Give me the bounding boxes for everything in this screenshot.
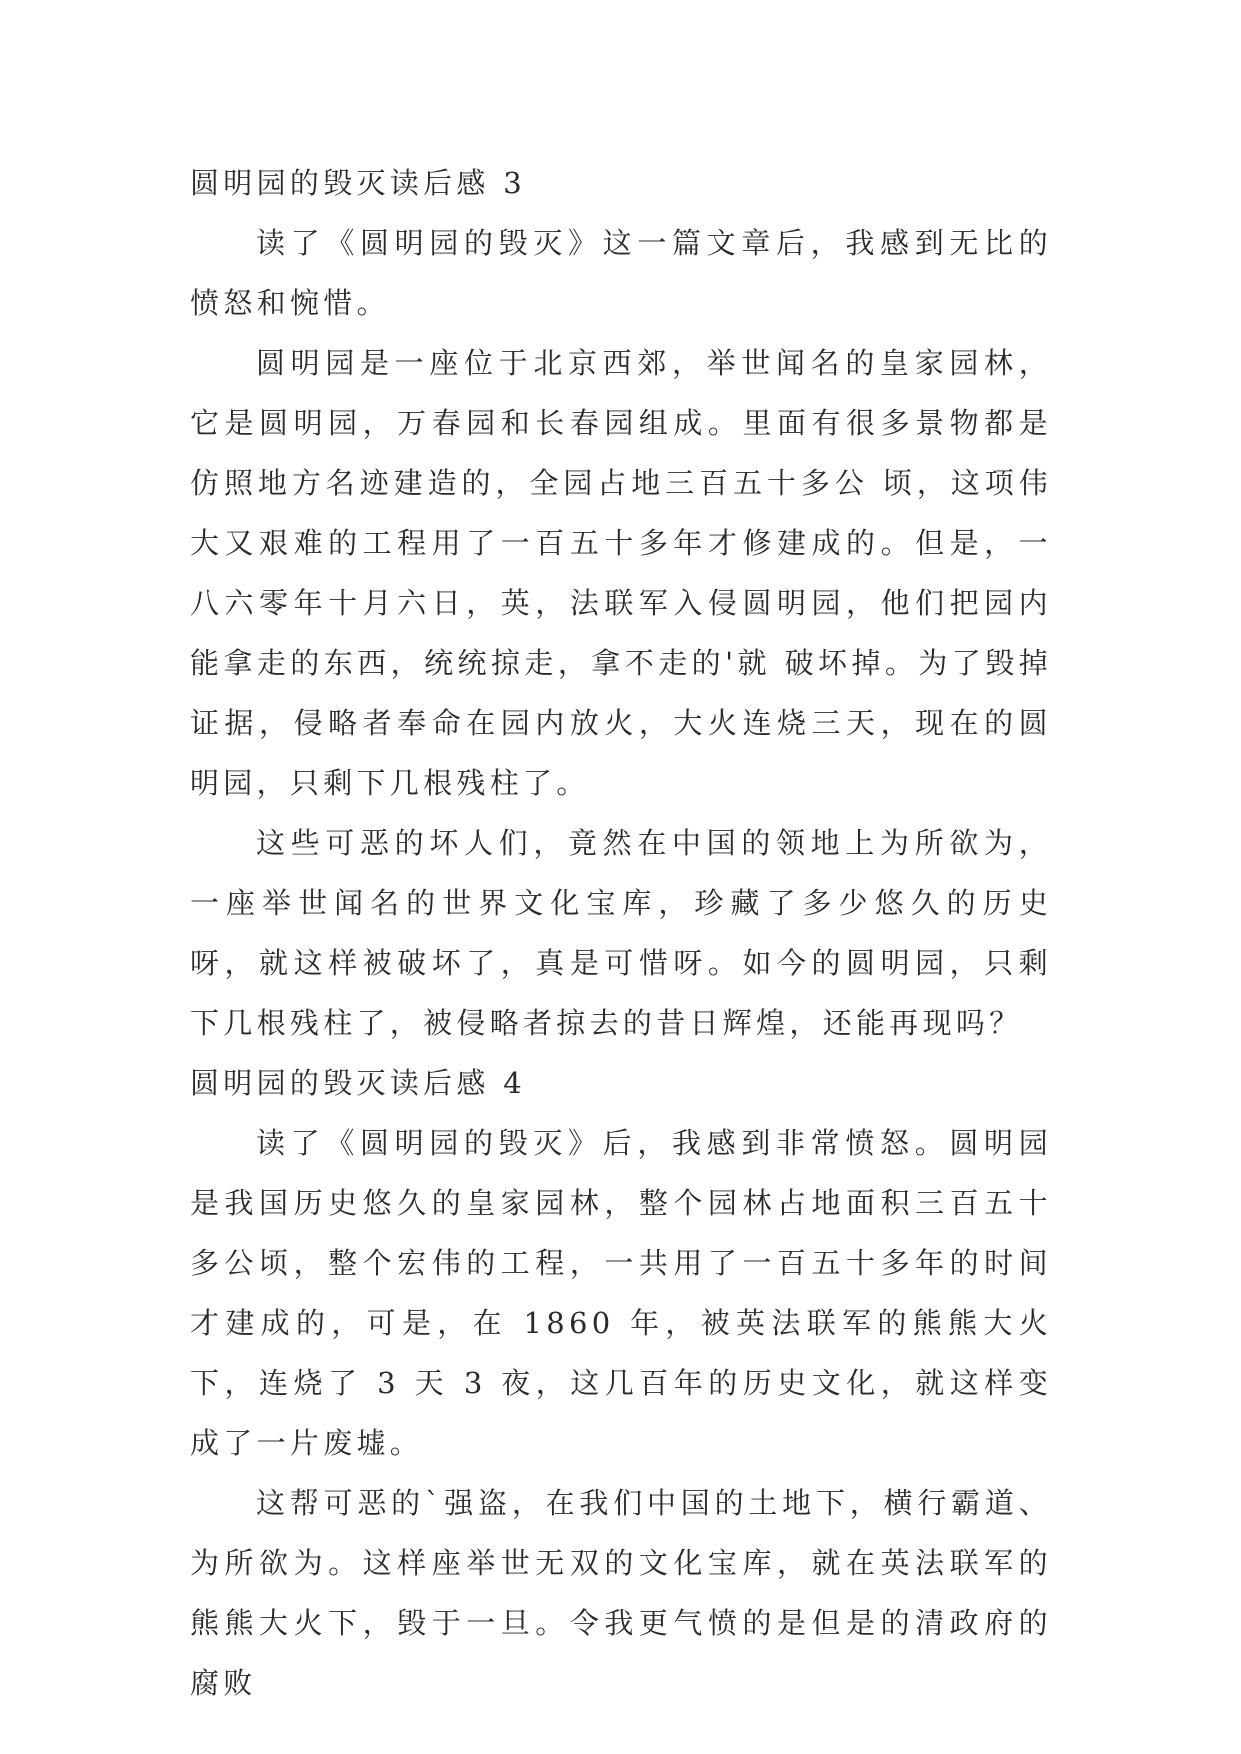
paragraph: 圆明园是一座位于北京西郊，举世闻名的皇家园林，它是圆明园，万春园和长春园组成。里面有很多景物都是仿照地方名迹建造的，全园占地三百五十多公 顷，这项伟大又艰难的工程用了一百五十多年才修建成的。但是，一八六零年十月六日，英，法联军入侵圆明园，他们把园内能拿走的东西，统统掠走，拿不走的'就 破坏掉。为了毁掉证据，侵略者奉命在园内放火，大火连烧三天，现在的圆明园，只剩下几根残柱了。 [190,346,1052,800]
paragraph: 读了《圆明园的毁灭》这一篇文章后，我感到无比的愤怒和惋惜。 [190,226,1052,320]
document-body [190,153,1052,1713]
paragraph: 读了《圆明园的毁灭》后，我感到非常愤怒。圆明园是我国历史悠久的皇家园林，整个园林占地面积三百五十多公顷，整个宏伟的工程，一共用了一百五十多年的时间才建成的，可是，在 1860 年，被英法联军的熊熊大火下，连烧了 3 天 3 夜，这几百年的历史文化，就这样变成了一片废墟。 [190,1126,1052,1460]
essay-section-4 [190,1053,1052,1713]
essay-section-3 [190,153,1052,1053]
paragraph: 这帮可恶的`强盗，在我们中国的土地下，横行霸道、为所欲为。这样座举世无双的文化宝库，就在英法联军的熊熊大火下，毁于一旦。令我更气愤的是但是的清政府的腐败 [190,1486,1052,1700]
section-heading: 圆明园的毁灭读后感 3 [190,166,526,200]
paragraph: 这些可恶的坏人们，竟然在中国的领地上为所欲为，一座举世闻名的世界文化宝库，珍藏了多少悠久的历史呀，就这样被破坏了，真是可惜呀。如今的圆明园，只剩下几根残柱了，被侵略者掠去的昔日辉煌，还能再现吗？ [190,826,1052,1040]
section-heading: 圆明园的毁灭读后感 4 [190,1066,526,1100]
